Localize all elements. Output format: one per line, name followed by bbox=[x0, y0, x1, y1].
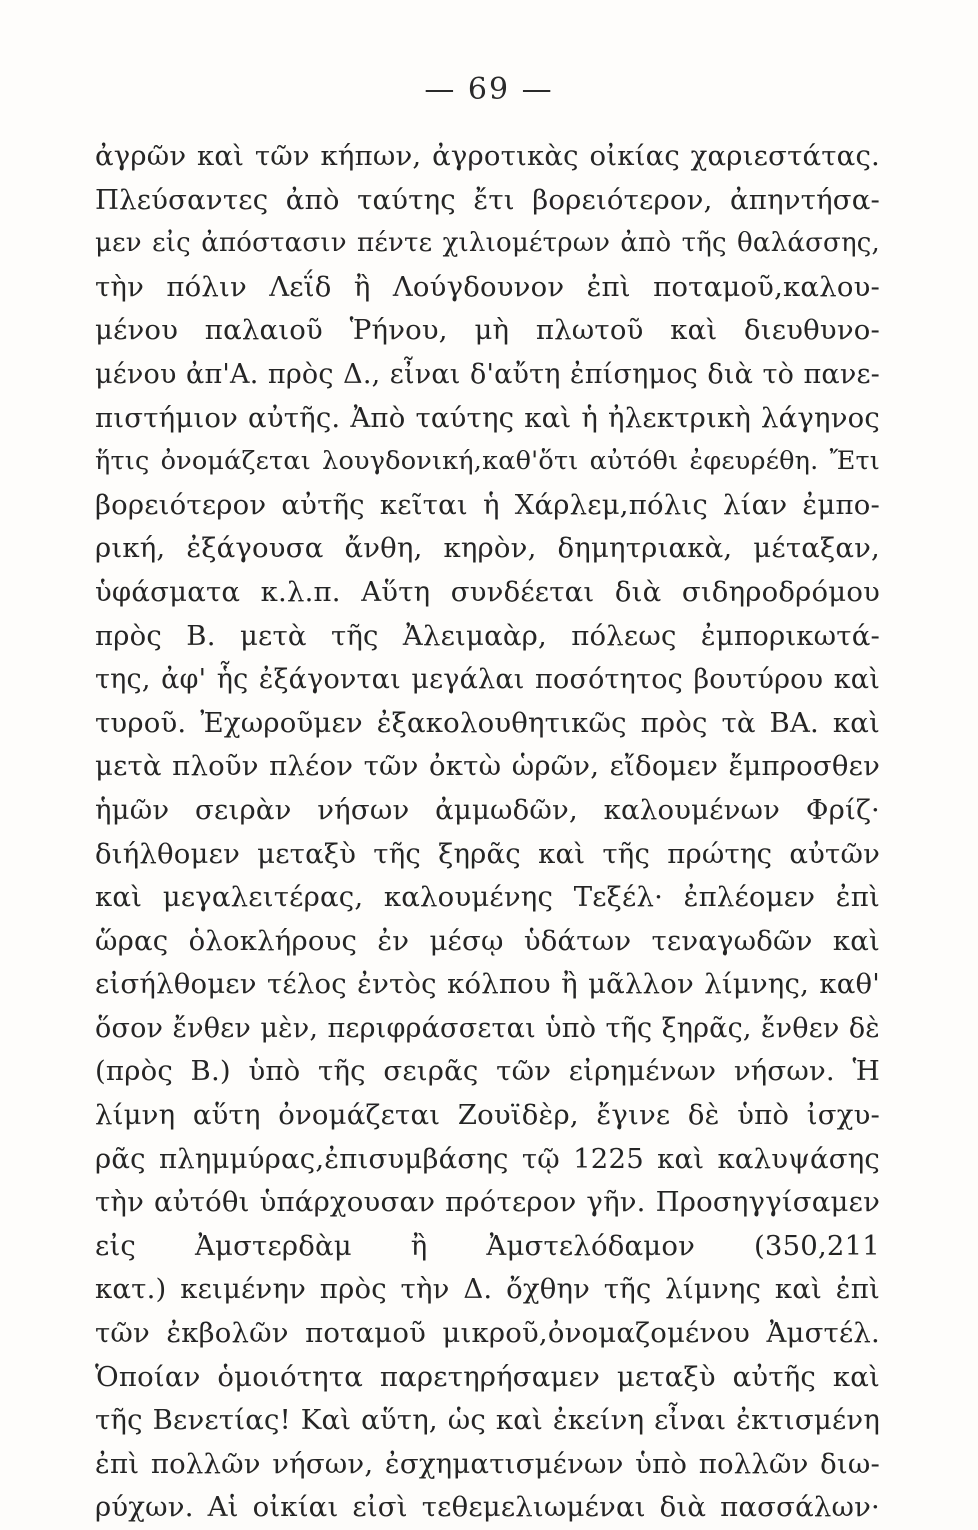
text-line: μένου ἀπ'Α. πρὸς Δ., εἶναι δ'αὔτη ἐπίσημος διὰ τὸ πανε- bbox=[95, 358, 880, 390]
text-line: ὥρας ὁλοκλήρους ἐν μέσῳ ὑδάτων τεναγωδῶν καὶ bbox=[95, 924, 880, 957]
text-line: Πλεύσαντες ἀπὸ ταύτης ἔτι βορειότερον, ἀπηντήσα- bbox=[95, 183, 880, 216]
text-line: τῶν ἐκβολῶν ποταμοῦ μικροῦ,ὀνομαζομένου Ἀμστέλ. bbox=[95, 1317, 880, 1350]
text-line: ἐπὶ πολλῶν νήσων, ἐσχηματισμένων ὑπὸ πολλῶν διω- bbox=[95, 1447, 880, 1480]
text-line: τὴν αὐτόθι ὑπάρχουσαν πρότερον γῆν. Προσηγγίσαμεν bbox=[95, 1186, 880, 1219]
text-line: ρική, ἐξάγουσα ἄνθη, κηρὸν, δημητριακὰ, μέταξαν, bbox=[95, 532, 880, 565]
text-line: Ὁποίαν ὁμοιότητα παρετηρήσαμεν μεταξὺ αὐτῆς καὶ bbox=[95, 1360, 880, 1393]
text-line: κατ.) κειμένην πρὸς τὴν Δ. ὄχθην τῆς λίμνης καὶ ἐπὶ bbox=[95, 1273, 880, 1306]
text-line: τῆς Βενετίας! Καὶ αὕτη, ὡς καὶ ἐκείνη εἶναι ἐκτισμένη bbox=[95, 1404, 880, 1437]
text-line: ρᾶς πλημμύρας,ἐπισυμβάσης τῷ 1225 καὶ καλυψάσης bbox=[95, 1142, 880, 1175]
page-number: — 69 — bbox=[424, 72, 554, 107]
text-line: μένου παλαιοῦ Ῥήνου, μὴ πλωτοῦ καὶ διευθυνο- bbox=[95, 314, 880, 347]
text-line: ὑφάσματα κ.λ.π. Αὕτη συνδέεται διὰ σιδηροδρόμου bbox=[95, 575, 880, 608]
text-line: ὅσον ἔνθεν μὲν, περιφράσσεται ὑπὸ τῆς ξηρᾶς, ἔνθεν δὲ bbox=[95, 1012, 880, 1044]
text-line: εἰσήλθομεν τέλος ἐντὸς κόλπου ἢ μᾶλλον λίμνης, καθ' bbox=[95, 968, 880, 1001]
text-line: της, ἀφ' ἧς ἐξάγονται μεγάλαι ποσότητος βουτύρου καὶ bbox=[95, 664, 880, 696]
text-line: διήλθομεν μεταξὺ τῆς ξηρᾶς καὶ τῆς πρώτης αὐτῶν bbox=[95, 837, 880, 870]
text-line: εἰς Ἀμστερδὰμ ἢ Ἀμστελόδαμον (350,211 bbox=[95, 1229, 880, 1262]
text-line: τυροῦ. Ἐχωροῦμεν ἐξακολουθητικῶς πρὸς τὰ ΒΑ. καὶ bbox=[95, 706, 880, 739]
text-line: ρύχων. Αἱ οἰκίαι εἰσὶ τεθεμελιωμέναι διὰ πασσάλων· bbox=[95, 1491, 880, 1524]
text-line: λίμνη αὕτη ὀνομάζεται Ζουϊδὲρ, ἔγινε δὲ ὑπὸ ἰσχυ- bbox=[95, 1099, 880, 1132]
text-line: βορειότερον αὐτῆς κεῖται ἡ Χάρλεμ,πόλις λίαν ἐμπο- bbox=[95, 488, 880, 521]
text-line: (πρὸς Β.) ὑπὸ τῆς σειρᾶς τῶν εἰρημένων νήσων. Ἡ bbox=[95, 1055, 880, 1088]
body-text bbox=[95, 135, 880, 1530]
text-line: πιστήμιον αὐτῆς. Ἀπὸ ταύτης καὶ ἡ ἠλεκτρικὴ λάγηνος bbox=[95, 401, 880, 434]
text-line: πρὸς Β. μετὰ τῆς Ἀλειμαὰρ, πόλεως ἐμπορικωτά- bbox=[95, 619, 880, 652]
text-line: μεν εἰς ἀπόστασιν πέντε χιλιομέτρων ἀπὸ τῆς θαλάσσης, bbox=[95, 228, 880, 259]
text-line: μετὰ πλοῦν πλέον τῶν ὀκτὼ ὡρῶν, εἴδομεν ἔμπροσθεν bbox=[95, 750, 880, 783]
text-line: τὴν πόλιν Λεΐδ ἢ Λούγδουνον ἐπὶ ποταμοῦ,καλου- bbox=[95, 270, 880, 303]
text-line: καὶ μεγαλειτέρας, καλουμένης Τεξέλ· ἐπλέομεν ἐπὶ bbox=[95, 881, 880, 914]
text-line: ἥτις ὀνομάζεται λουγδονική,καθ'ὅτι αὐτόθι ἐφευρέθη. Ἔτι bbox=[95, 446, 880, 477]
text-line: ἀγρῶν καὶ τῶν κήπων, ἀγροτικὰς οἰκίας χαριεστάτας. bbox=[95, 140, 880, 172]
text-line: ἡμῶν σειρὰν νήσων ἀμμωδῶν, καλουμένων Φρίζ· bbox=[95, 793, 880, 826]
